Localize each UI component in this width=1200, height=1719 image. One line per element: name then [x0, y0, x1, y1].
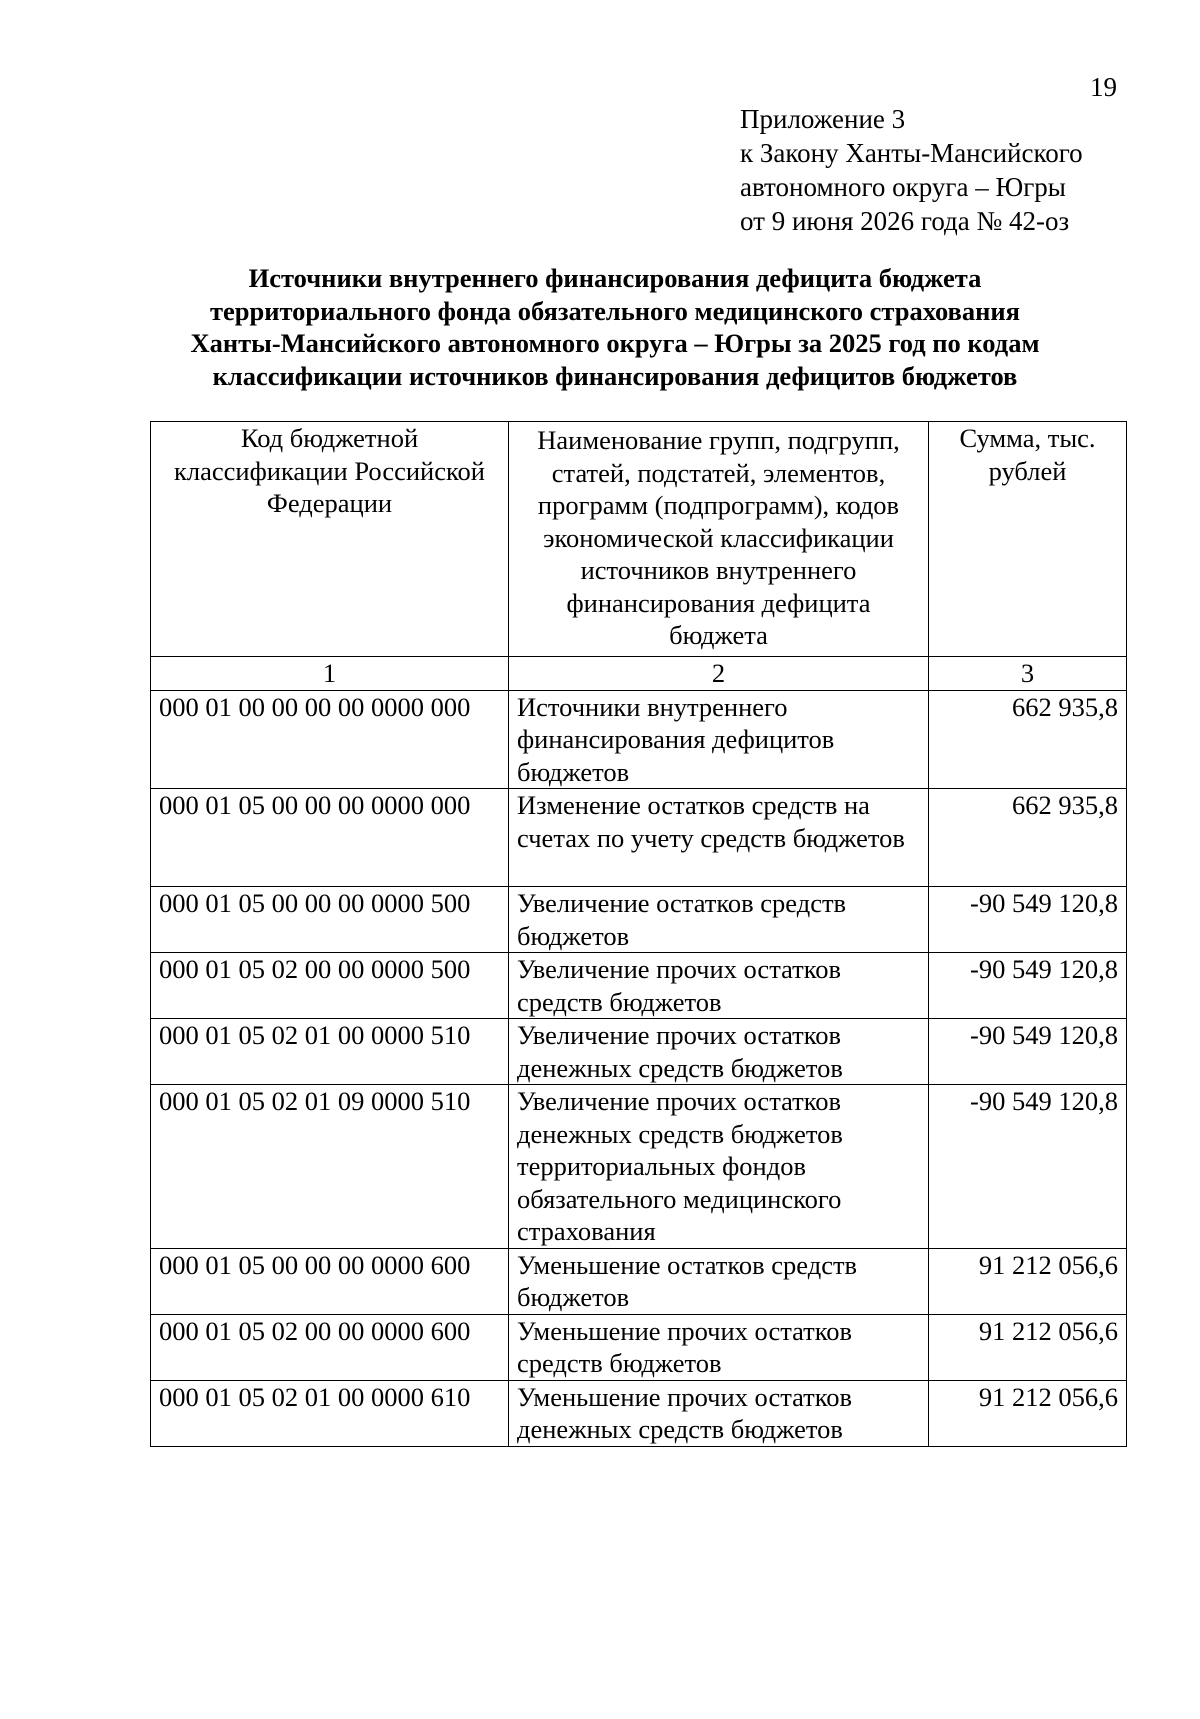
- budget-code-cell: 000 01 05 02 01 00 0000 610: [151, 1380, 509, 1446]
- source-name-cell: Уменьшение прочих остатков денежных средств бюджетов: [509, 1380, 929, 1446]
- budget-code-cell: 000 01 05 02 01 09 0000 510: [151, 1085, 509, 1249]
- amount-cell: 662 935,8: [929, 789, 1127, 887]
- table-header-row: [151, 422, 1127, 657]
- title-line: Источники внутреннего финансирования дефицита бюджета: [248, 263, 982, 293]
- table-row: [151, 1248, 1127, 1314]
- column-number: 2: [509, 657, 929, 691]
- annex-line: Приложение 3: [740, 104, 906, 134]
- budget-code-cell: 000 01 05 00 00 00 0000 500: [151, 887, 509, 953]
- source-name-cell: Изменение остатков средств на счетах по учету средств бюджетов: [509, 789, 929, 887]
- amount-cell: -90 549 120,8: [929, 1085, 1127, 1249]
- column-number-row: [151, 657, 1127, 691]
- column-header-name: Наименование групп, подгрупп, статей, подстатей, элементов, программ (подпрограмм), кодов экономической классификации источников внутреннего финансирования дефицита бюджета: [509, 422, 929, 657]
- page-number: 19: [1090, 72, 1117, 102]
- source-name-cell: Увеличение прочих остатков денежных средств бюджетов: [509, 1019, 929, 1085]
- amount-cell: 662 935,8: [929, 690, 1127, 789]
- annex-line: от 9 июня 2026 года № 42-оз: [740, 206, 1070, 236]
- amount-cell: -90 549 120,8: [929, 1019, 1127, 1085]
- budget-code-cell: 000 01 05 00 00 00 0000 000: [151, 789, 509, 887]
- amount-cell: 91 212 056,6: [929, 1248, 1127, 1314]
- table-row: [151, 1019, 1127, 1085]
- table-row: [151, 1380, 1127, 1446]
- annex-line: автономного округа – Югры: [740, 172, 1066, 202]
- title-line: Ханты-Мансийского автономного округа – Югры за 2025 год по кодам: [190, 328, 1040, 358]
- annex-header: [740, 102, 1083, 238]
- source-name-cell: Уменьшение прочих остатков средств бюджетов: [509, 1314, 929, 1380]
- column-number: 3: [929, 657, 1127, 691]
- column-number: 1: [151, 657, 509, 691]
- table-row: [151, 690, 1127, 789]
- amount-cell: 91 212 056,6: [929, 1314, 1127, 1380]
- column-header-amount: Сумма, тыс. рублей: [929, 422, 1127, 657]
- table-row: [151, 1314, 1127, 1380]
- table-row: [151, 789, 1127, 887]
- amount-cell: -90 549 120,8: [929, 887, 1127, 953]
- budget-code-cell: 000 01 05 00 00 00 0000 600: [151, 1248, 509, 1314]
- budget-code-cell: 000 01 05 02 00 00 0000 500: [151, 953, 509, 1019]
- column-header-code: Код бюджетной классификации Российской Федерации: [151, 422, 509, 657]
- source-name-cell: Уменьшение остатков средств бюджетов: [509, 1248, 929, 1314]
- amount-cell: -90 549 120,8: [929, 953, 1127, 1019]
- budget-code-cell: 000 01 05 02 00 00 0000 600: [151, 1314, 509, 1380]
- title-line: классификации источников финансирования дефицитов бюджетов: [212, 360, 1018, 391]
- source-name-cell: Источники внутреннего финансирования дефицитов бюджетов: [509, 690, 929, 789]
- table-row: [151, 1085, 1127, 1249]
- budget-code-cell: 000 01 05 02 01 00 0000 510: [151, 1019, 509, 1085]
- source-name-cell: Увеличение остатков средств бюджетов: [509, 887, 929, 953]
- amount-cell: 91 212 056,6: [929, 1380, 1127, 1446]
- source-name-cell: Увеличение прочих остатков денежных средств бюджетов территориальных фондов обязательного медицинского страхования: [509, 1085, 929, 1249]
- table-row: [151, 953, 1127, 1019]
- annex-line: к Закону Ханты-Мансийского: [740, 138, 1083, 168]
- financing-sources-table: [150, 421, 1127, 1447]
- source-name-cell: Увеличение прочих остатков средств бюджетов: [509, 953, 929, 1019]
- budget-code-cell: 000 01 00 00 00 00 0000 000: [151, 690, 509, 789]
- table-row: [151, 887, 1127, 953]
- title-line: территориального фонда обязательного медицинского страхования: [209, 295, 1020, 326]
- document-title: [150, 262, 1080, 392]
